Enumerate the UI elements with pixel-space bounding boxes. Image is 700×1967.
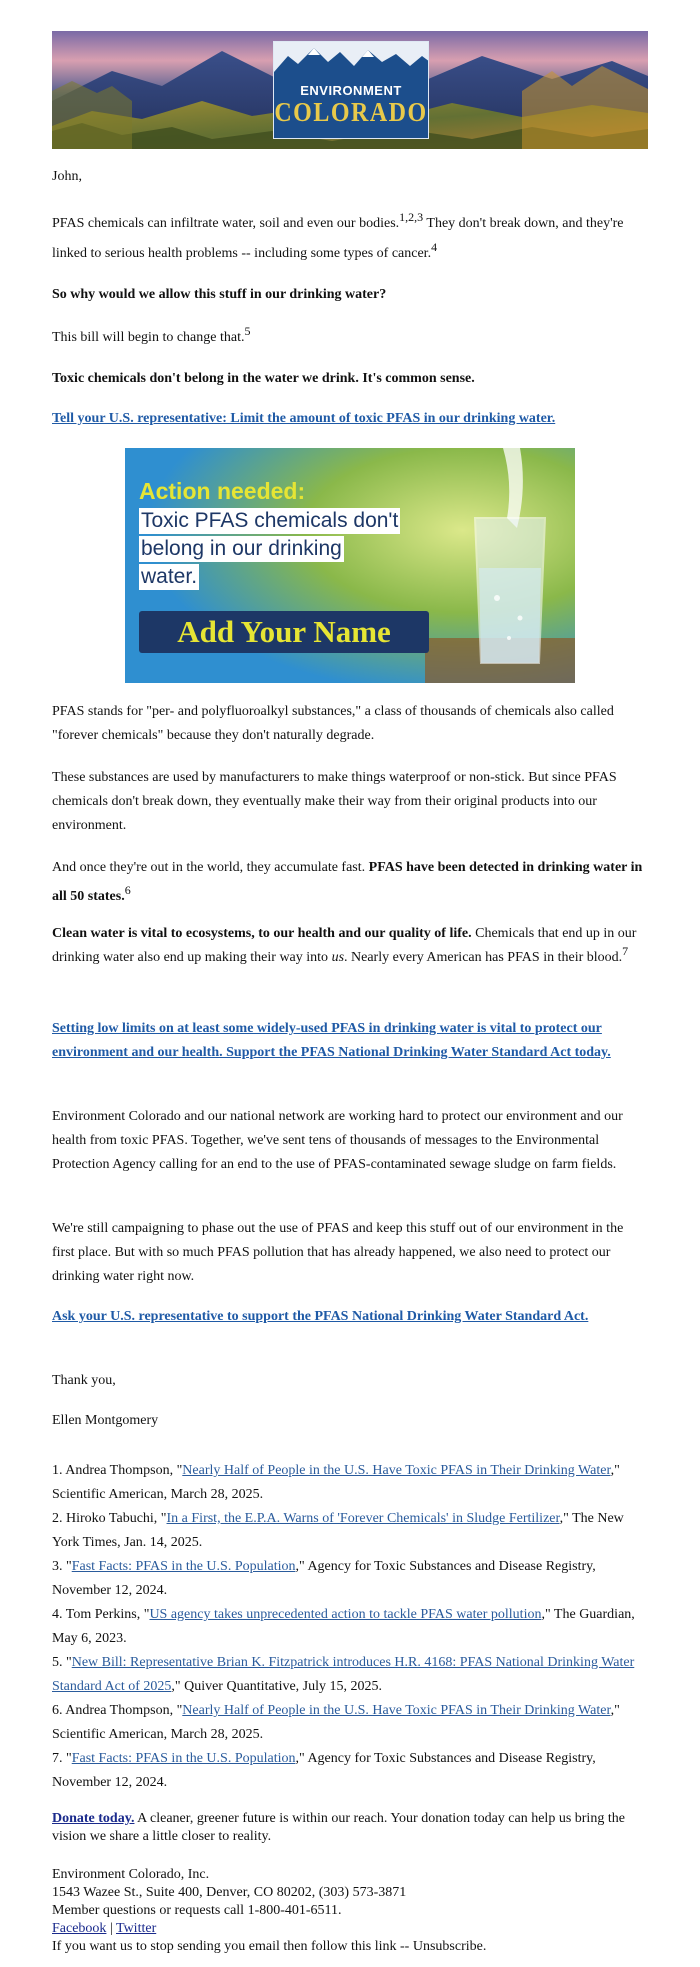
intro-paragraph: PFAS chemicals can infiltrate water, soil and even our bodies.$^{1,2,3}$ They don't break down, and they're linked to serious health problems -- including some types of cancer.$^4$	[52, 210, 624, 261]
action-link-2[interactable]: Setting low limits on at least some widely-used PFAS in drinking water is vital to protect our environment and our health. Support the PFAS National Drinking Water Standard Act today.	[52, 1021, 611, 1060]
footnote-link[interactable]: Fast Facts: PFAS in the U.S. Population	[71, 1751, 296, 1766]
donate-link[interactable]: Donate today.	[52, 1811, 135, 1826]
footnote-link[interactable]: New Bill: Representative Brian K. Fitzpatrick introduces H.R. 4168: PFAS National Drinking Water Standard Act of 2025	[52, 1655, 635, 1694]
citation-1-3: 1,2,3	[399, 210, 424, 224]
ad-message: Toxic PFAS chemicals don't belong in our drinking water.	[141, 509, 399, 588]
add-your-name-button[interactable]: Add Your Name	[139, 611, 429, 653]
network-paragraph: Environment Colorado and our national network are working hard to protect our environment and our health from toxic PFAS. Together, we've sent tens of thousands of messages to the Environmental Protection Agency calling for an end to the use of PFAS-contaminated sewage sludge on farm fields.	[52, 1109, 623, 1172]
facebook-link[interactable]: Facebook	[52, 1921, 107, 1936]
footnote: 7. "Fast Facts: PFAS in the U.S. Population," Agency for Toxic Substances and Disease Registry, November 12, 2024.	[52, 1751, 596, 1790]
footnote: 3. "Fast Facts: PFAS in the U.S. Population," Agency for Toxic Substances and Disease Registry, November 12, 2024.	[52, 1559, 596, 1598]
footnote-link[interactable]: Fast Facts: PFAS in the U.S. Population	[71, 1559, 296, 1574]
bill-paragraph: This bill will begin to change that.$^5$	[52, 324, 251, 345]
question-heading: So why would we allow this stuff in our drinking water?	[52, 287, 387, 302]
footnote-link[interactable]: Nearly Half of People in the U.S. Have Toxic PFAS in Their Drinking Water	[182, 1703, 611, 1718]
footer-member-line: Member questions or requests call 1-800-401-6511.	[52, 1903, 342, 1918]
footnote-link[interactable]: Nearly Half of People in the U.S. Have Toxic PFAS in Their Drinking Water	[182, 1463, 611, 1478]
citation-4: 4	[431, 240, 438, 254]
citation-5: 5	[244, 324, 251, 338]
org-logo-line2: COLORADO	[274, 98, 428, 128]
ad-heading: Action needed:	[139, 478, 306, 504]
signature: Ellen Montgomery	[52, 1413, 159, 1428]
footnote: 1. Andrea Thompson, "Nearly Half of People in the U.S. Have Toxic PFAS in Their Drinking Water," Scientific American, March 28, 2025.	[52, 1463, 620, 1502]
action-link-1[interactable]: Tell your U.S. representative: Limit the amount of toxic PFAS in our drinking water.	[52, 411, 556, 426]
footnotes-list	[52, 1459, 648, 1795]
campaign-paragraph: We're still campaigning to phase out the use of PFAS and keep this stuff out of our environment in the first place. But with so much PFAS pollution that has already happened, we also need to protect our drinking water right now.	[52, 1221, 624, 1284]
footnote-link[interactable]: US agency takes unprecedented action to tackle PFAS water pollution	[149, 1607, 542, 1622]
action-link-3[interactable]: Ask your U.S. representative to support the PFAS National Drinking Water Standard Act.	[52, 1309, 589, 1324]
org-logo-line1: ENVIRONMENT	[300, 83, 402, 98]
citation-6: 6	[124, 883, 131, 897]
footnote: 2. Hiroko Tabuchi, "In a First, the E.P.A. Warns of 'Forever Chemicals' in Sludge Fertilizer," The New York Times, Jan. 14, 2025.	[52, 1511, 624, 1550]
footnote: 6. Andrea Thompson, "Nearly Half of People in the U.S. Have Toxic PFAS in Their Drinking Water," Scientific American, March 28, 2025.	[52, 1703, 620, 1742]
org-logo	[273, 41, 429, 139]
pfas-definition-paragraph: PFAS stands for "per- and polyfluoroalkyl substances," a class of thousands of chemicals also called "forever chemicals" because they don't naturally degrade.	[52, 704, 614, 743]
clean-water-paragraph: Clean water is vital to ecosystems, to our health and our quality of life. Chemicals that end up in our drinking water also end up making their way into us. Nearly every American has PFAS in their blood.$^7$	[52, 926, 637, 965]
thanks-line: Thank you,	[52, 1373, 116, 1388]
action-ad-image[interactable]	[125, 448, 575, 683]
footer-social: Facebook | Twitter	[52, 1921, 157, 1936]
citation-7: 7	[622, 944, 629, 958]
banner-image	[52, 31, 648, 149]
footnote-link[interactable]: In a First, the E.P.A. Warns of 'Forever Chemicals' in Sludge Fertilizer	[166, 1511, 560, 1526]
footer-address: 1543 Wazee St., Suite 400, Denver, CO 80202, (303) 573-3871	[52, 1885, 407, 1900]
manufacturers-paragraph: These substances are used by manufacturers to make things waterproof or non-stick. But since PFAS chemicals don't break down, they eventually make their way from their original products into our environment.	[52, 770, 617, 833]
footnote: 5. "New Bill: Representative Brian K. Fitzpatrick introduces H.R. 4168: PFAS National Drinking Water Standard Act of 2025," Quiver Quantitative, July 15, 2025.	[52, 1655, 635, 1694]
logo-mountains-icon	[274, 42, 429, 72]
greeting: John,	[52, 169, 82, 184]
donate-paragraph: Donate today. A cleaner, greener future is within our reach. Your donation today can help us bring the vision we share a little closer to reality.	[52, 1811, 625, 1844]
footer-org-name: Environment Colorado, Inc.	[52, 1867, 210, 1882]
footer-contact	[52, 1866, 648, 1956]
footnote: 4. Tom Perkins, "US agency takes unprecedented action to tackle PFAS water pollution," The Guardian, May 6, 2023.	[52, 1607, 635, 1646]
twitter-link[interactable]: Twitter	[116, 1921, 157, 1936]
accumulate-paragraph: And once they're out in the world, they accumulate fast. PFAS have been detected in drinking water in all 50 states.$^6$	[52, 860, 643, 904]
common-sense-paragraph: Toxic chemicals don't belong in the water we drink. It's common sense.	[52, 371, 475, 386]
unsubscribe-line[interactable]: If you want us to stop sending you email then follow this link -- Unsubscribe.	[52, 1939, 487, 1954]
